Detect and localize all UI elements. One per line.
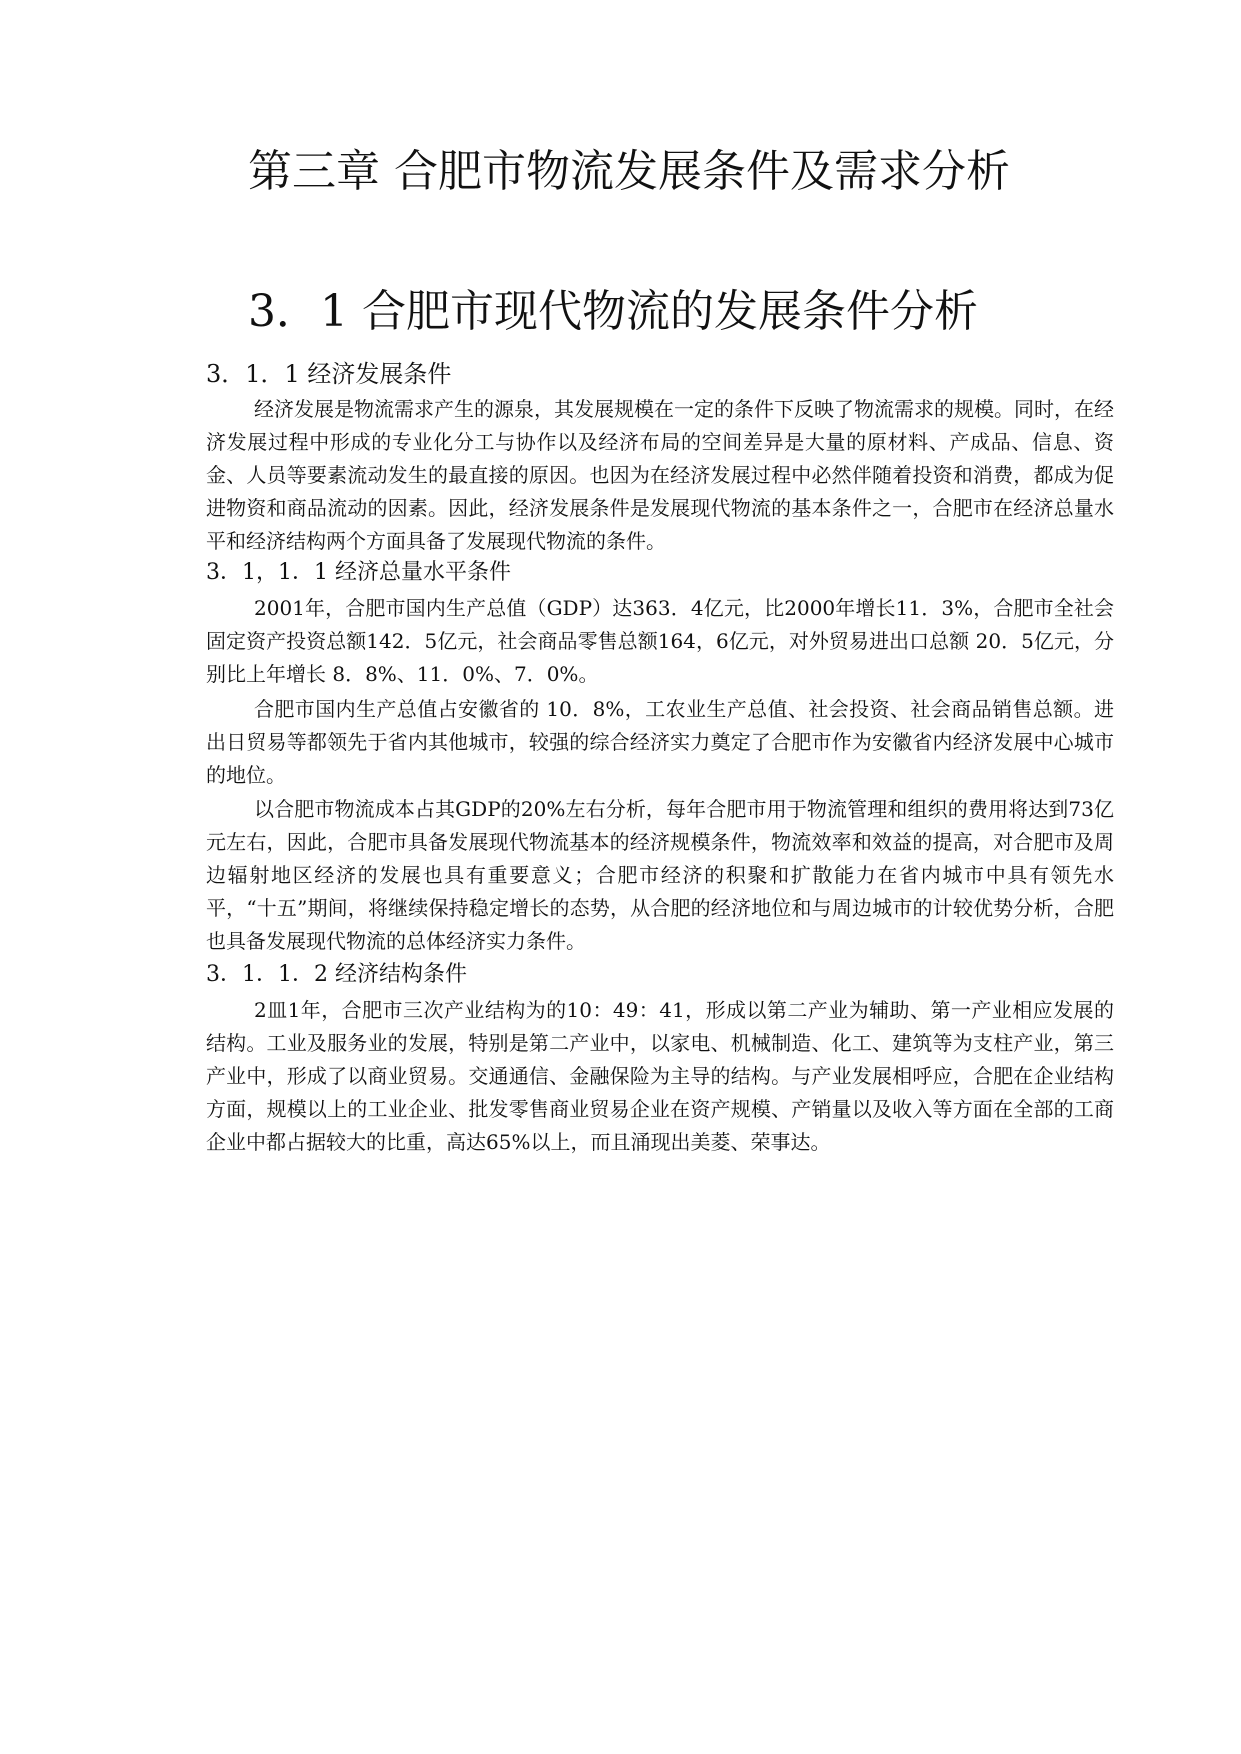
subsection-heading-3-1-1-1: 3．1，1．1 经济总量水平条件 [206, 560, 511, 585]
paragraph-economic-development: 经济发展是物流需求产生的源泉，其发展规模在一定的条件下反映了物流需求的规模。同时，在经济发展过程中形成的专业化分工与协作以及经济布局的空间差异是大量的原材料、产成品、信息、资金、人员等要素流动发生的最直接的原因。也因为在经济发展过程中必然伴随着投资和消费，都成为促进物资和商品流动的因素。因此，经济发展条件是发展现代物流的基本条件之一，合肥市在经济总量水平和经济结构两个方面具备了发展现代物流的条件。 [206, 397, 1114, 553]
subsection-heading-3-1-1-2: 3．1．1．2 经济结构条件 [206, 962, 467, 987]
section-title: 3．1 合肥市现代物流的发展条件分析 [248, 286, 978, 337]
paragraph-gdp-2001: 2001年，合肥市国内生产总值（GDP）达363．4亿元，比2000年增长11．3%，合肥市全社会固定资产投资总额142．5亿元，社会商品零售总额164，6亿元，对外贸易进出口总额 20．5亿元，分别比上年增长 8．8%、11．0%、7．0%。 [206, 596, 1114, 686]
chapter-title: 第三章 合肥市物流发展条件及需求分析 [248, 146, 1010, 197]
subsection-heading-3-1-1: 3．1．1 经济发展条件 [206, 360, 452, 388]
paragraph-logistics-cost: 以合肥市物流成本占其GDP的20%左右分析，每年合肥市用于物流管理和组织的费用将达到73亿元左右，因此，合肥市具备发展现代物流基本的经济规模条件，物流效率和效益的提高，对合肥市及周边辐射地区经济的发展也具有重要意义；合肥市经济的积聚和扩散能力在省内城市中具有领先水平，“十五”期间，将继续保持稳定增长的态势，从合肥的经济地位和与周边城市的计较优势分析，合肥也具备发展现代物流的总体经济实力条件。 [206, 797, 1114, 953]
paragraph-economic-structure: 2皿1年，合肥市三次产业结构为的10：49：41，形成以第二产业为辅助、第一产业相应发展的结构。工业及服务业的发展，特别是第二产业中，以家电、机械制造、化工、建筑等为支柱产业，第三产业中，形成了以商业贸易。交通通信、金融保险为主导的结构。与产业发展相呼应，合肥在企业结构方面，规模以上的工业企业、批发零售商业贸易企业在资产规模、产销量以及收入等方面在全部的工商企业中都占据较大的比重，高达65%以上，而且涌现出美菱、荣事达。 [206, 998, 1114, 1154]
paragraph-gdp-share: 合肥市国内生产总值占安徽省的 10．8%，工农业生产总值、社会投资、社会商品销售总额。进出日贸易等都领先于省内其他城市，较强的综合经济实力奠定了合肥市作为安徽省内经济发展中心城市的地位。 [206, 697, 1114, 787]
